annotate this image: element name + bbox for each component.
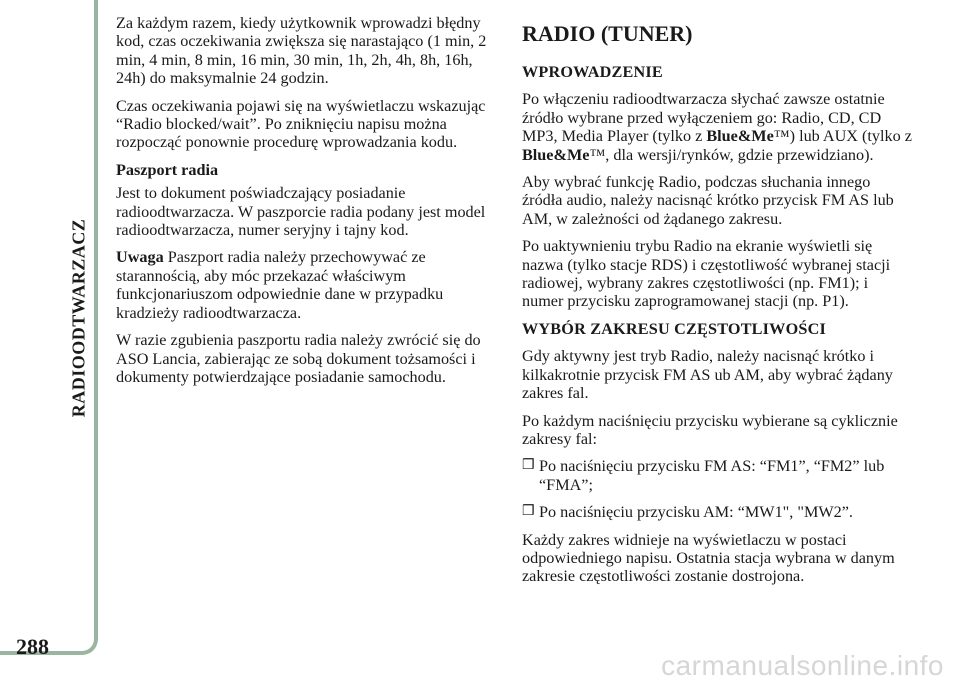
page-number: 288 [16, 634, 49, 659]
text-fragment: ™, dla wersji/rynków, gdzie przewidziano). [589, 145, 874, 164]
list-item [522, 503, 912, 521]
paragraph-passport-description: Jest to dokument poświadczający posiadanie radioodtwarzacza. W paszporcie radia podany jest model radioodtwarzacza, numer seryjny i tajny kod. [116, 184, 486, 240]
paragraph-wait-time: Za każdym razem, kiedy użytkownik wprowadzi błędny kod, czas oczekiwania zwiększa się narastająco (1 min, 2 min, 4 min, 8 min, 16 min, 30 min, 1h, 2h, 4h, 8h, 16h, 24h) do maksymalnie 24 godzin. [116, 14, 487, 88]
left-column [116, 14, 496, 395]
brand-blue-me: Blue&Me [522, 145, 590, 164]
list-item-text: Po naciśnięciu przycisku AM: “MW1", "MW2”. [539, 503, 853, 522]
checkbox-bullet-icon: ❒ [522, 504, 535, 520]
heading-introduction: WPROWADZENIE [522, 63, 663, 81]
paragraph-select-radio: Aby wybrać funkcję Radio, podczas słuchania innego źródła audio, należy nacisnąć krótko przycisk FM AS lub AM, w zależności od żądanego zakresu. [522, 173, 894, 228]
paragraph-band-press: Gdy aktywny jest tryb Radio, należy nacisnąć krótko i kilkakrotnie przycisk FM AS ub AM, aby wybrać żądany zakres fal. [522, 347, 893, 403]
note-label: Uwaga [116, 248, 164, 267]
heading-band-selection: WYBÓR ZAKRESU CZĘSTOTLIWOŚCI [522, 319, 826, 338]
right-column [522, 14, 912, 595]
sidebar-section-label [64, 218, 94, 418]
paragraph-lost-passport: W razie zgubienia paszportu radia należy zwrócić się do ASO Lancia, zabierając ze sobą dokument tożsamości i dokumenty potwierdzające posiadanie samochodu. [116, 331, 481, 386]
note-text: Paszport radia należy przechowywać ze starannością, aby móc przekazać właściwym funkcjonariuszom odpowiednie dane w przypadku kradzieży radioodtwarzacza. [116, 248, 444, 322]
paragraph-band-cycle: Po każdym naciśnięciu przycisku wybierane są cyklicznie zakresy fal: [522, 411, 898, 448]
checkbox-bullet-icon: ❒ [522, 458, 535, 474]
text-fragment: Po włączeniu radioodtwarzacza słychać zawsze ostatnie źródło wybrane przed wyłączeniem go: Radio, CD, CD MP3, Media Player (tylko z [522, 90, 885, 146]
section-title: RADIO (TUNER) [522, 21, 693, 46]
paragraph-note [116, 248, 496, 322]
sidebar-label-text: RADIOODTWARZACZ [68, 218, 89, 418]
paragraph-last-source [522, 90, 912, 164]
paragraph-band-display: Każdy zakres widnieje na wyświetlaczu w postaci odpowiedniego napisu. Ostatnia stacja wybrana w danym zakresie częstotliwości zostanie dostrojona. [522, 530, 895, 586]
list-item [522, 457, 912, 494]
paragraph-display-wait: Czas oczekiwania pojawi się na wyświetlaczu wskazując “Radio blocked/wait”. Po zniknięciu napisu można rozpocząć ponownie procedurę wprowadzania kodu. [116, 96, 486, 152]
text-fragment: ™) lub AUX (tylko z [773, 127, 912, 146]
list-item-text: Po naciśnięciu przycisku FM AS: “FM1”, “FM2” lub “FMA”; [539, 457, 885, 494]
brand-blue-me: Blue&Me [706, 127, 774, 146]
watermark-text: carmanualsonline.info [661, 650, 944, 681]
paragraph-radio-display: Po uaktywnieniu trybu Radio na ekranie wyświetli się nazwa (tylko stacje RDS) i częstotliwość wybranej stacji radiowej, wybrany zakres częstotliwości (np. FM1); i numer przycisku zaprogramowanej stacji (np. P1). [522, 237, 891, 311]
heading-radio-passport: Paszport radia [116, 160, 219, 179]
